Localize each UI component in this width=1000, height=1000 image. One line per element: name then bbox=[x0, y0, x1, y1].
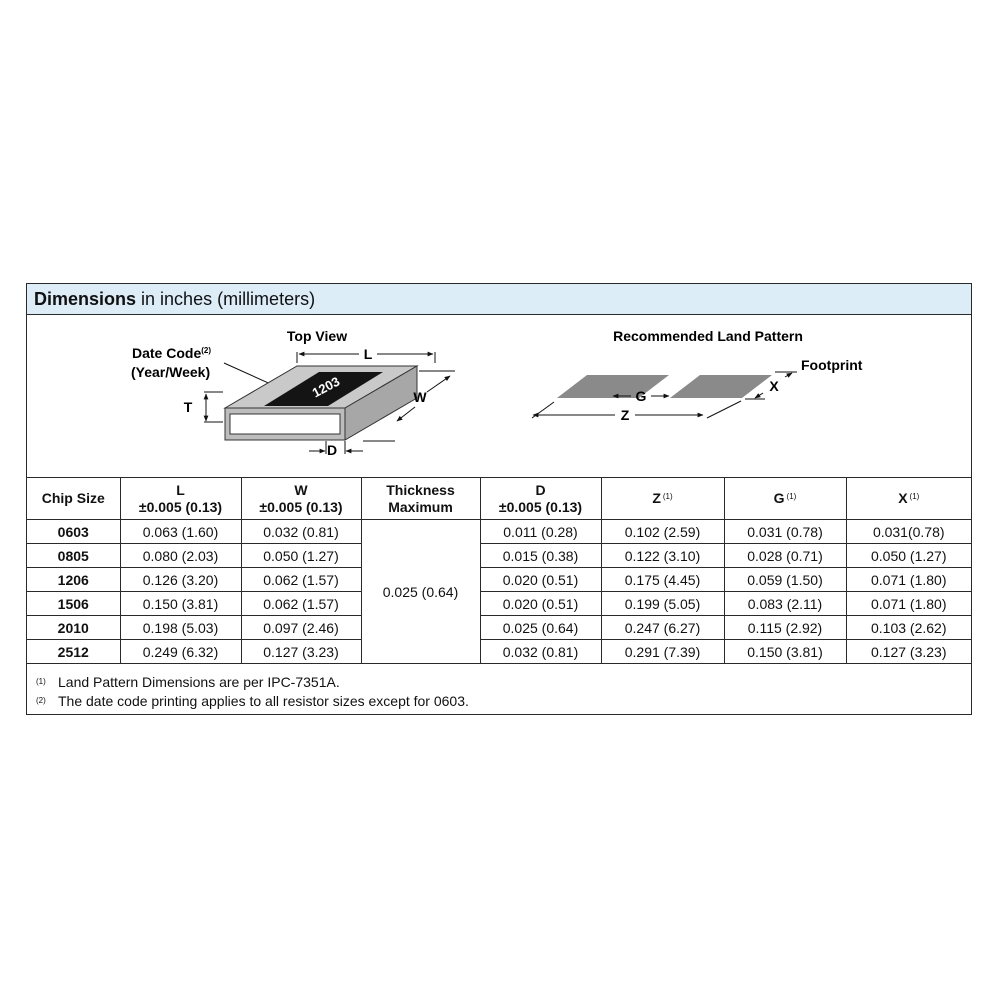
w-arrow-bottom bbox=[397, 407, 415, 421]
table-header-row bbox=[27, 478, 971, 520]
cell-l: 0.126 (3.20) bbox=[120, 568, 241, 592]
cell-l: 0.249 (6.32) bbox=[120, 640, 241, 664]
cell-z: 0.199 (5.05) bbox=[601, 592, 724, 616]
chip-marking-text: 1203 bbox=[309, 373, 343, 401]
z-ext-right bbox=[707, 401, 741, 418]
footnote-marker: (2) bbox=[36, 696, 46, 705]
cell-d: 0.025 (0.64) bbox=[480, 616, 601, 640]
footnote bbox=[36, 692, 469, 711]
cell-z: 0.102 (2.59) bbox=[601, 520, 724, 544]
cell-w: 0.032 (0.81) bbox=[241, 520, 361, 544]
z-ext-left bbox=[532, 402, 554, 418]
cell-x: 0.031(0.78) bbox=[846, 520, 971, 544]
table-row bbox=[27, 640, 971, 664]
date-code-label: Date Code$^{(2)}$ bbox=[132, 345, 212, 361]
cell-g: 0.150 (3.81) bbox=[724, 640, 846, 664]
cell-g: 0.083 (2.11) bbox=[724, 592, 846, 616]
cell-thickness: 0.025 (0.64) bbox=[361, 520, 480, 664]
figures-area bbox=[27, 315, 971, 477]
cell-x: 0.050 (1.27) bbox=[846, 544, 971, 568]
panel-header bbox=[27, 284, 971, 315]
cell-l: 0.198 (5.03) bbox=[120, 616, 241, 640]
w-arrow-top bbox=[427, 376, 450, 392]
table-row bbox=[27, 616, 971, 640]
cell-d: 0.020 (0.51) bbox=[480, 592, 601, 616]
table-row bbox=[27, 568, 971, 592]
cell-g: 0.031 (0.78) bbox=[724, 520, 846, 544]
label-t: T bbox=[183, 399, 193, 415]
cell-l: 0.063 (1.60) bbox=[120, 520, 241, 544]
date-code-sub: (Year/Week) bbox=[131, 364, 211, 380]
cell-x: 0.127 (3.23) bbox=[846, 640, 971, 664]
cell-chip-size: 1506 bbox=[27, 592, 120, 616]
x-arrow-bottom bbox=[755, 393, 763, 398]
col-header-chip-size: Chip Size bbox=[27, 478, 120, 520]
cell-x: 0.103 (2.62) bbox=[846, 616, 971, 640]
col-header-d: D ±0.005 (0.13) bbox=[480, 478, 601, 520]
col-header-x: X $^{(1)}$ bbox=[846, 478, 971, 520]
chip-front-window bbox=[230, 414, 340, 434]
label-z: Z bbox=[620, 407, 630, 423]
cell-g: 0.028 (0.71) bbox=[724, 544, 846, 568]
dimensions-panel bbox=[26, 283, 972, 715]
label-footprint: Footprint bbox=[801, 357, 863, 373]
x-arrow-top bbox=[785, 373, 792, 377]
cell-z: 0.247 (6.27) bbox=[601, 616, 724, 640]
footnote-text: The date code printing applies to all resistor sizes except for 0603. bbox=[58, 693, 469, 709]
col-header-thickness: Thickness Maximum bbox=[361, 478, 480, 520]
cell-l: 0.150 (3.81) bbox=[120, 592, 241, 616]
cell-g: 0.115 (2.92) bbox=[724, 616, 846, 640]
panel-title: Dimensions in inches (millimeters) bbox=[34, 289, 316, 309]
land-pad-right bbox=[670, 375, 772, 398]
cell-w: 0.097 (2.46) bbox=[241, 616, 361, 640]
cell-z: 0.175 (4.45) bbox=[601, 568, 724, 592]
cell-d: 0.015 (0.38) bbox=[480, 544, 601, 568]
cell-w: 0.062 (1.57) bbox=[241, 592, 361, 616]
dimension-figures bbox=[27, 315, 971, 477]
cell-z: 0.291 (7.39) bbox=[601, 640, 724, 664]
cell-d: 0.032 (0.81) bbox=[480, 640, 601, 664]
footnote bbox=[36, 673, 469, 692]
land-pattern-title: Recommended Land Pattern bbox=[613, 328, 803, 344]
cell-d: 0.020 (0.51) bbox=[480, 568, 601, 592]
cell-chip-size: 2512 bbox=[27, 640, 120, 664]
label-g: G bbox=[635, 388, 647, 404]
table-row bbox=[27, 520, 971, 544]
cell-chip-size: 1206 bbox=[27, 568, 120, 592]
label-l: L bbox=[363, 346, 373, 362]
table-row bbox=[27, 592, 971, 616]
cell-w: 0.062 (1.57) bbox=[241, 568, 361, 592]
cell-l: 0.080 (2.03) bbox=[120, 544, 241, 568]
cell-chip-size: 0603 bbox=[27, 520, 120, 544]
cell-w: 0.127 (3.23) bbox=[241, 640, 361, 664]
col-header-z: Z $^{(1)}$ bbox=[601, 478, 724, 520]
col-header-w: W ±0.005 (0.13) bbox=[241, 478, 361, 520]
table-row bbox=[27, 544, 971, 568]
cell-x: 0.071 (1.80) bbox=[846, 592, 971, 616]
footnote-text: Land Pattern Dimensions are per IPC-7351A. bbox=[58, 674, 340, 690]
cell-d: 0.011 (0.28) bbox=[480, 520, 601, 544]
cell-chip-size: 0805 bbox=[27, 544, 120, 568]
cell-chip-size: 2010 bbox=[27, 616, 120, 640]
label-d: D bbox=[326, 442, 338, 458]
footnotes bbox=[36, 673, 469, 711]
label-x: X bbox=[769, 378, 779, 394]
cell-w: 0.050 (1.27) bbox=[241, 544, 361, 568]
dimensions-table bbox=[27, 477, 971, 664]
col-header-g: G $^{(1)}$ bbox=[724, 478, 846, 520]
cell-g: 0.059 (1.50) bbox=[724, 568, 846, 592]
land-pad-left bbox=[557, 375, 669, 398]
col-header-l: L ±0.005 (0.13) bbox=[120, 478, 241, 520]
footnote-marker: (1) bbox=[36, 677, 46, 686]
top-view-title: Top View bbox=[286, 328, 348, 344]
cell-x: 0.071 (1.80) bbox=[846, 568, 971, 592]
label-w: W bbox=[413, 389, 427, 405]
cell-z: 0.122 (3.10) bbox=[601, 544, 724, 568]
